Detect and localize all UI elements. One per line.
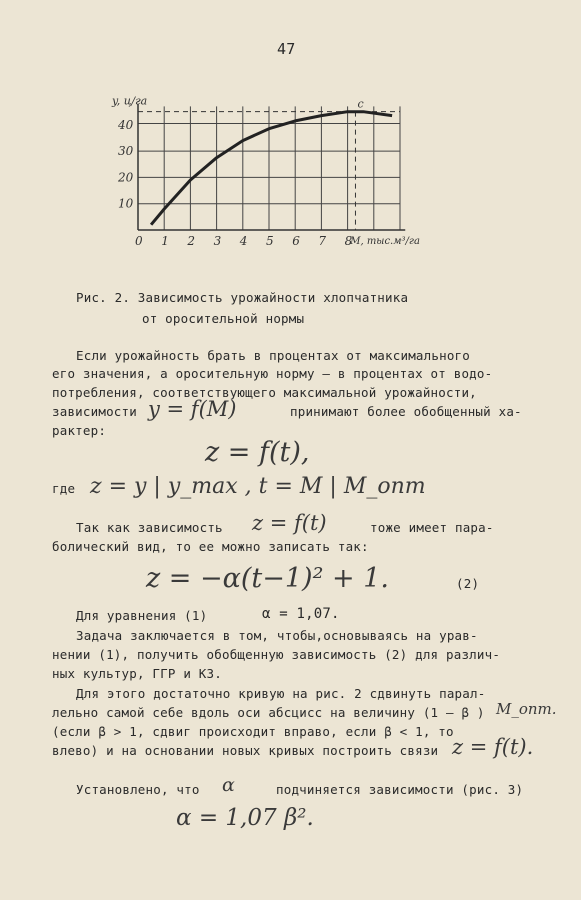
y-axis-label: y, ц/га [112,94,148,108]
x-tick-label: 8 [344,234,353,248]
para1-line2: его значения, а оросительную норму – в процентах от водо- [52,366,493,381]
para2-part1: Так как зависимость [76,520,223,535]
formula-main: z = −α(t−1)² + 1. [146,563,389,594]
para5-part1: Установлено, что [76,782,200,797]
yield-chart [0,0,581,320]
where-label: где [52,481,76,496]
para1-line1: Если урожайность брать в процентах от максимального [76,348,471,363]
y-tick-label: 20 [118,170,134,185]
para2-line2: болический вид, то ее можно записать так: [52,539,369,554]
para3-line1: Задача заключается в том, чтобы,основываясь на урав- [76,628,478,643]
formula-z-ft: z = f(t), [205,437,310,468]
para4-line4: влево) и на основании новых кривых построить связи [52,743,439,758]
alpha-value: α = 1,07. [262,606,340,622]
x-tick-label: 6 [292,234,300,248]
para1-line4: зависимости [52,404,137,419]
x-tick-label: 3 [213,234,222,248]
y-tick-label: 30 [118,144,134,159]
para4-line3: (если β > 1, сдвиг происходит вправо, если β < 1, то [52,724,454,739]
equation-number: (2) [456,576,480,591]
x-tick-label: 1 [161,234,169,248]
x-tick-label: 4 [239,234,248,248]
y-tick-label: 40 [118,117,134,132]
para1-line4b: принимают более обобщенный ха- [290,404,522,419]
formula-z-ft-inline: z = f(t) [252,511,327,535]
formula-y-fm: y = f(M) [148,397,237,421]
x-tick-label: 0 [135,234,143,248]
para3-line2: нении (1), получить обобщенную зависимость (2) для различ- [52,647,501,662]
figure-caption-line2: от оросительной нормы [142,311,305,326]
para3-line3: ных культур, ГГР и КЗ. [52,666,222,681]
formula-definitions: z = y | y_max , t = M | M_опт [90,474,426,499]
para2-part2: тоже имеет пара- [370,520,494,535]
para1-line3: потребления, соответствующего максимальной урожайности, [52,385,477,400]
para4-line2: лельно самой себе вдоль оси абсцисс на величину (1 – β ) [52,705,485,720]
y-tick-label: 10 [118,196,134,211]
m-opt-symbol: M_опт. [496,700,557,718]
peak-point-label: c [357,97,364,111]
formula-z-ft-end: z = f(t). [452,735,534,759]
para5-part2: подчиняется зависимости (рис. 3) [276,782,524,797]
x-tick-label: 2 [187,234,196,248]
x-tick-label: 5 [266,234,274,248]
para1-line5: рактер: [52,423,107,438]
alpha-line-text: Для уравнения (1) [76,608,208,623]
para5-alpha: α [222,774,235,796]
x-tick-label: 7 [318,234,327,248]
formula-final: α = 1,07 β². [176,805,314,831]
figure-caption-line1: Рис. 2. Зависимость урожайности хлопчатника [76,290,409,305]
page-number: 47 [277,40,296,58]
x-axis-label: M, тыс.м³/га [350,236,420,247]
para4-line1: Для этого достаточно кривую на рис. 2 сдвинуть парал- [76,686,486,701]
